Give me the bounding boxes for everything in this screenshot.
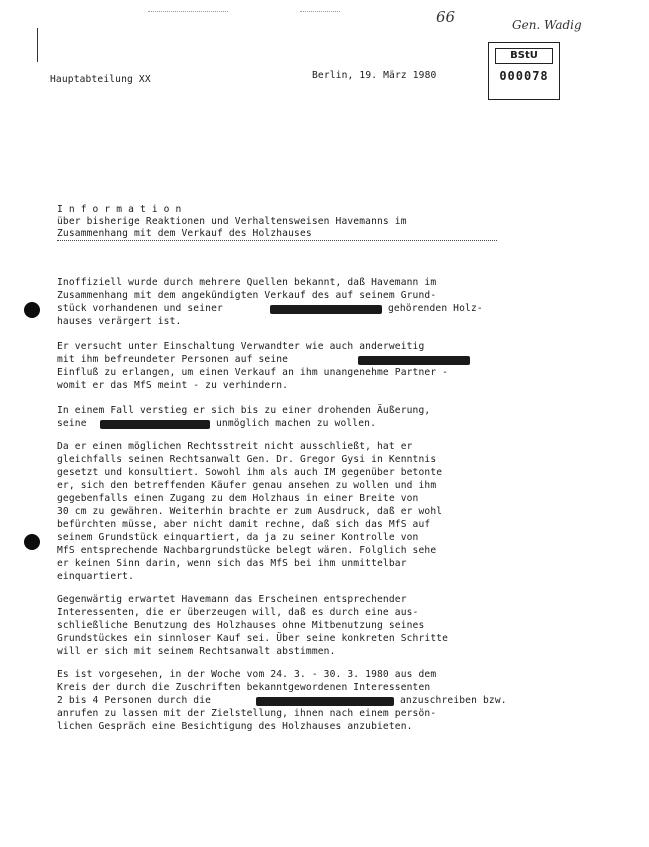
text-line: gesetzt und konsultiert. Sowohl ihm als auch IM gegenüber betonte (57, 467, 443, 478)
handwritten-note: Gen. Wadig (512, 18, 582, 32)
text-line: 30 cm zu gewähren. Weiterhin brachte er zum Ausdruck, daß er wohl (57, 506, 443, 517)
scan-speckle (300, 10, 340, 12)
text-line: 2 bis 4 Personen durch die (57, 695, 212, 706)
text-line: er keinen Sinn darin, wenn sich das MfS bei ihm unmittelbar (57, 558, 407, 569)
title-subline: über bisherige Reaktionen und Verhaltensweisen Havemanns im (57, 216, 407, 227)
text-line: Kreis der durch die Zuschriften bekanntgewordenen Interessenten (57, 682, 431, 693)
text-line: womit er das MfS meint - zu verhindern. (57, 380, 289, 391)
text-line: hauses verärgert ist. (57, 316, 182, 327)
redaction-bar (256, 697, 394, 706)
punch-hole (24, 302, 40, 318)
punch-hole (24, 534, 40, 550)
title-subline: Zusammenhang mit dem Verkauf des Holzhauses (57, 228, 312, 239)
text-line: MfS entsprechende Nachbargrundstücke belegt wären. Folglich sehe (57, 545, 437, 556)
text-line: Grundstückes ein sinnloser Kauf sei. Über seine konkreten Schritte (57, 633, 449, 644)
text-line: seinem Grundstück einquartiert, da ja zu seiner Kontrolle von (57, 532, 419, 543)
text-line: einquartiert. (57, 571, 135, 582)
margin-mark (37, 28, 38, 62)
stamp-number: 000078 (499, 69, 549, 83)
text-line: stück vorhandenen und seiner (57, 303, 223, 314)
text-line: anzuschreiben bzw. (400, 695, 507, 706)
text-line: Da er einen möglichen Rechtsstreit nicht ausschließt, hat er (57, 441, 413, 452)
redaction-bar (358, 356, 470, 365)
place-date: Berlin, 19. März 1980 (312, 70, 437, 81)
text-line: Zusammenhang mit dem angekündigten Verkauf des auf seinem Grund- (57, 290, 437, 301)
scan-speckle (148, 10, 228, 12)
text-line: mit ihm befreundeter Personen auf seine (57, 354, 289, 365)
text-line: lichen Gespräch eine Besichtigung des Holzhauses anzubieten. (57, 721, 413, 732)
text-line: In einem Fall verstieg er sich bis zu einer drohenden Äußerung, (57, 405, 431, 416)
text-line: seine (57, 418, 87, 429)
text-line: will er sich mit seinem Rechtsanwalt abstimmen. (57, 646, 336, 657)
redaction-bar (100, 420, 210, 429)
text-line: befürchten müsse, aber nicht damit rechne, daß sich das MfS auf (57, 519, 431, 530)
title-underline (57, 240, 497, 241)
text-line: Einfluß zu erlangen, um einen Verkauf an ihm unangenehme Partner - (57, 367, 449, 378)
text-line: er, sich den betreffenden Käufer genau ansehen zu wollen und ihm (57, 480, 437, 491)
text-line: schließliche Benutzung des Holzhauses ohne Mitbenutzung seines (57, 620, 425, 631)
text-line: Inoffiziell wurde durch mehrere Quellen bekannt, daß Havemann im (57, 277, 437, 288)
text-line: unmöglich machen zu wollen. (216, 418, 376, 429)
text-line: gegebenfalls einen Zugang zu dem Holzhaus in einer Breite von (57, 493, 419, 504)
redaction-bar (270, 305, 382, 314)
text-line: Gegenwärtig erwartet Havemann das Erscheinen entsprechender (57, 594, 407, 605)
page-number: 66 (436, 8, 456, 26)
text-line: Interessenten, die er überzeugen will, daß es durch eine aus- (57, 607, 419, 618)
text-line: gehörenden Holz- (388, 303, 483, 314)
department-label: Hauptabteilung XX (50, 74, 151, 85)
text-line: anrufen zu lassen mit der Zielstellung, ihnen nach einem persön- (57, 708, 437, 719)
archive-stamp (488, 42, 560, 100)
stamp-label: BStU (495, 48, 553, 64)
title-heading: I n f o r m a t i o n (57, 204, 182, 215)
text-line: Es ist vorgesehen, in der Woche vom 24. 3. - 30. 3. 1980 aus dem (57, 669, 437, 680)
text-line: Er versucht unter Einschaltung Verwandter wie auch anderweitig (57, 341, 425, 352)
text-line: gleichfalls seinen Rechtsanwalt Gen. Dr. Gregor Gysi in Kenntnis (57, 454, 437, 465)
